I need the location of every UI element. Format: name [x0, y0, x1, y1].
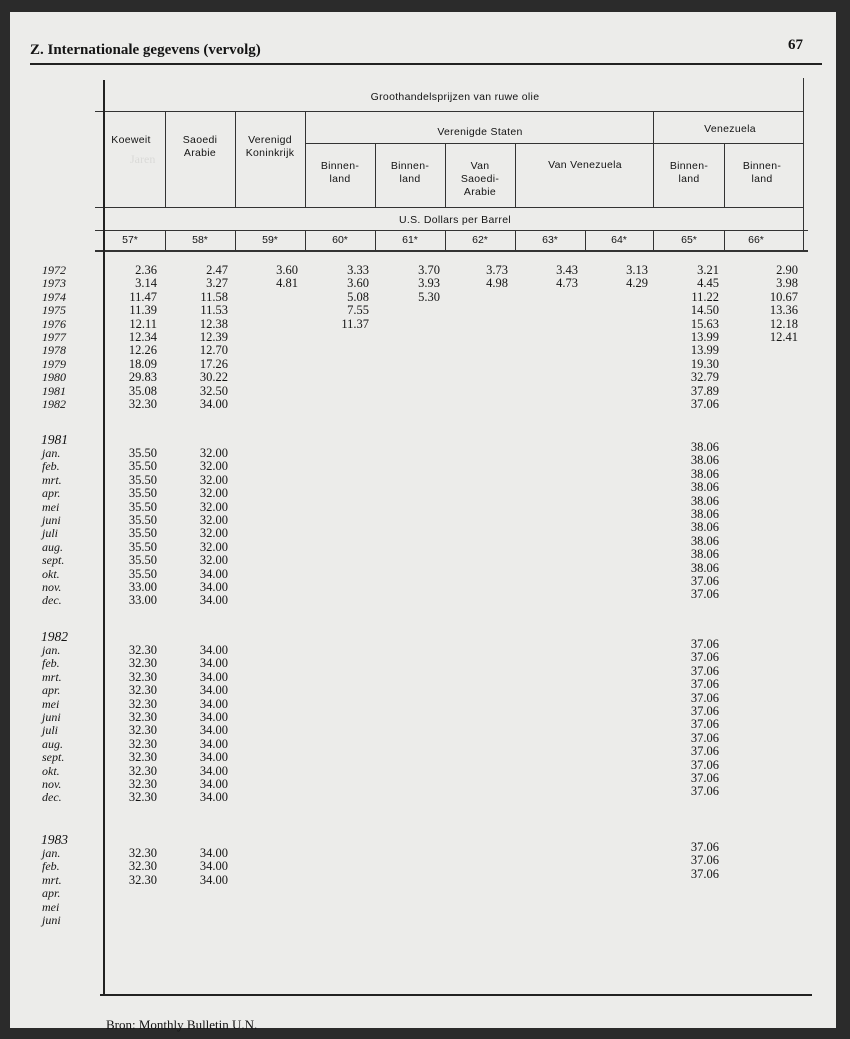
table-cell: 12.39 — [199, 330, 228, 344]
row-label: okt. — [42, 763, 60, 778]
table-cell: 38.06 — [690, 453, 719, 468]
col-ven-binnen2: Binnen-land — [742, 160, 782, 185]
table-cell: 32.00 — [199, 539, 228, 554]
table-cell: 34.00 — [199, 566, 228, 581]
row-label: 1982 — [42, 397, 66, 411]
table-cell: 12.11 — [129, 316, 157, 331]
table-cell: 32.30 — [128, 777, 157, 791]
table-cell: 37.06 — [690, 690, 719, 705]
table-cell: 32.30 — [128, 750, 157, 765]
table-cell: 38.06 — [690, 493, 719, 508]
row-label: mrt. — [42, 669, 62, 684]
year-label: 1982 — [41, 629, 68, 644]
table-cell: 32.30 — [128, 846, 157, 860]
col-vk: Verenigd Koninkrijk — [245, 134, 295, 159]
year-label: 1981 — [41, 432, 68, 447]
table-cell: 5.08 — [347, 289, 369, 304]
table-cell: 34.00 — [199, 643, 228, 657]
table-cell: 11.47 — [129, 289, 157, 304]
row-label: feb. — [42, 859, 60, 874]
col-divider — [375, 143, 376, 207]
table-cell: 32.30 — [128, 763, 157, 778]
table-cell: 37.06 — [690, 853, 719, 868]
table-cell: 32.30 — [128, 790, 157, 805]
table-cell: 32.30 — [128, 683, 157, 698]
table-cell: 37.06 — [690, 650, 719, 665]
row-label: apr. — [42, 886, 61, 901]
col-koeweit: Koeweit — [111, 134, 151, 146]
header-rule — [95, 111, 803, 112]
table-cell: 35.50 — [128, 459, 157, 474]
table-cell: 35.50 — [128, 486, 157, 501]
table-cell: 32.00 — [199, 526, 228, 541]
table-cell: 3.60 — [276, 263, 298, 277]
column-number: 57* — [122, 234, 138, 246]
table-cell: 2.90 — [776, 263, 798, 277]
table-cell: 3.14 — [135, 276, 157, 291]
table-cell: 34.00 — [199, 593, 228, 608]
table-cell: 32.30 — [128, 736, 157, 751]
table-cell: 3.73 — [486, 263, 508, 277]
table-cell: 32.50 — [199, 383, 228, 398]
table-cell: 38.06 — [690, 466, 719, 481]
row-label: jan. — [42, 643, 61, 657]
row-label: juli — [42, 526, 59, 541]
row-label: 1978 — [42, 343, 66, 358]
table-cell: 11.37 — [341, 316, 369, 331]
column-number: 61* — [402, 234, 418, 246]
table-cell: 15.63 — [690, 316, 719, 331]
row-label: 1974 — [42, 289, 66, 304]
page-title: Z. Internationale gegevens (vervolg) — [30, 42, 261, 58]
row-label: 1977 — [42, 330, 66, 344]
col-divider — [235, 111, 236, 207]
table-cell: 32.00 — [199, 553, 228, 568]
table-cell: 37.06 — [690, 663, 719, 678]
table-cell: 32.30 — [128, 643, 157, 657]
col-divider — [165, 111, 166, 207]
row-label: 1972 — [42, 263, 66, 277]
table-cell: 17.26 — [199, 356, 228, 371]
table-cell: 37.06 — [690, 784, 719, 799]
header-rule — [95, 250, 808, 252]
table-cell: 34.00 — [199, 723, 228, 738]
col-divider — [165, 230, 166, 250]
table-cell: 37.06 — [690, 866, 719, 881]
table-cell: 38.06 — [690, 560, 719, 575]
row-label: 1973 — [42, 276, 66, 291]
row-label: 1979 — [42, 356, 66, 371]
table-cell: 34.00 — [199, 696, 228, 711]
row-label: dec. — [42, 790, 62, 805]
table-cell: 32.30 — [128, 872, 157, 887]
table-cell: 33.00 — [128, 580, 157, 594]
table-cell: 32.30 — [128, 669, 157, 684]
table-cell: 32.00 — [199, 499, 228, 514]
table-cell: 37.06 — [690, 637, 719, 651]
table-cell: 35.50 — [128, 566, 157, 581]
row-label: juni — [42, 913, 61, 927]
table-cell: 37.06 — [690, 744, 719, 759]
col-vs-binnen1: Binnen-land — [320, 160, 360, 185]
row-label: apr. — [42, 683, 61, 698]
table-cell: 34.00 — [199, 669, 228, 684]
table-cell: 37.06 — [690, 840, 719, 854]
table-cell: 29.83 — [128, 370, 157, 385]
col-divider — [445, 230, 446, 250]
table-cell: 11.39 — [129, 303, 157, 318]
table-cell: 38.06 — [690, 547, 719, 562]
table-cell: 35.50 — [128, 553, 157, 568]
col-divider — [653, 111, 654, 207]
row-label: 1976 — [42, 316, 66, 331]
table-cell: 35.50 — [128, 539, 157, 554]
table-cell: 35.08 — [128, 383, 157, 398]
col-divider — [515, 143, 516, 207]
table-cell: 34.00 — [199, 750, 228, 765]
row-label: juli — [42, 723, 59, 738]
table-cell: 34.00 — [199, 790, 228, 805]
table-cell: 35.50 — [128, 513, 157, 527]
column-number: 60* — [332, 234, 348, 246]
source-note: Bron: Monthly Bulletin U.N. — [106, 1017, 258, 1032]
table-cell: 38.06 — [690, 533, 719, 548]
col-divider — [585, 230, 586, 250]
row-label: mei — [42, 899, 60, 914]
col-divider — [305, 111, 306, 207]
table-cell: 3.43 — [556, 263, 578, 277]
table-cell: 30.22 — [199, 370, 228, 385]
row-label: feb. — [42, 459, 60, 474]
header-rule — [95, 207, 803, 208]
table-cell: 4.73 — [556, 276, 578, 291]
col-divider — [515, 230, 516, 250]
unit-label: U.S. Dollars per Barrel — [399, 214, 511, 226]
table-cell: 34.00 — [199, 580, 228, 594]
row-label: juni — [42, 513, 61, 527]
table-cell: 37.06 — [690, 771, 719, 785]
table-cell: 38.06 — [690, 480, 719, 495]
col-divider — [305, 230, 306, 250]
table-cell: 3.13 — [626, 263, 648, 277]
bleed-through: Jaren — [130, 152, 156, 166]
row-label: jan. — [42, 846, 61, 860]
table-cell: 34.00 — [199, 872, 228, 887]
table-cell: 38.06 — [690, 507, 719, 521]
column-number: 66* — [748, 234, 764, 246]
table-cell: 32.30 — [128, 859, 157, 874]
table-cell: 34.00 — [199, 859, 228, 874]
table-cell: 14.50 — [690, 303, 719, 318]
row-label: jan. — [42, 446, 61, 460]
row-label: apr. — [42, 486, 61, 501]
table-cell: 13.36 — [769, 303, 798, 318]
col-ven-binnen1: Binnen-land — [669, 160, 709, 185]
table-cell: 38.06 — [690, 520, 719, 535]
table-cell: 37.06 — [690, 730, 719, 745]
row-label: sept. — [42, 750, 65, 765]
column-number: 63* — [542, 234, 558, 246]
col-group-venezuela: Venezuela — [704, 123, 756, 135]
table-cell: 2.36 — [135, 263, 157, 277]
col-vs-venezuela: Van Venezuela — [548, 159, 622, 171]
table-cell: 12.41 — [769, 330, 798, 344]
table-cell: 18.09 — [128, 356, 157, 371]
col-divider — [653, 230, 654, 250]
table-cell: 10.67 — [769, 289, 798, 304]
table-cell: 19.30 — [690, 356, 719, 371]
table-cell: 34.00 — [199, 777, 228, 791]
row-label: aug. — [42, 736, 63, 751]
table-cell: 3.70 — [418, 263, 440, 277]
col-vs-saoedi: Van Saoedi-Arabie — [460, 160, 500, 198]
table-cell: 3.60 — [347, 276, 369, 291]
table-cell: 34.00 — [199, 683, 228, 698]
table-cell: 32.30 — [128, 710, 157, 724]
row-label: mei — [42, 499, 60, 514]
col-divider — [375, 230, 376, 250]
table-cell: 4.45 — [697, 276, 719, 291]
table-cell: 3.27 — [206, 276, 228, 291]
table-cell: 11.22 — [691, 289, 719, 304]
column-number: 65* — [681, 234, 697, 246]
table-cell: 4.81 — [276, 276, 298, 291]
table-cell: 13.99 — [690, 343, 719, 358]
col-group-vs: Verenigde Staten — [437, 126, 523, 138]
table-cell: 2.47 — [206, 263, 228, 277]
row-label: 1981 — [42, 383, 66, 398]
super-header: Groothandelsprijzen van ruwe olie — [370, 91, 540, 103]
table-cell: 32.30 — [128, 656, 157, 671]
table-cell: 34.00 — [199, 736, 228, 751]
table-cell: 37.06 — [690, 574, 719, 588]
table-cell: 12.70 — [199, 343, 228, 358]
header-rule — [95, 230, 808, 231]
table-cell: 7.55 — [347, 303, 369, 318]
table-cell: 35.50 — [128, 526, 157, 541]
column-number: 62* — [472, 234, 488, 246]
table-cell: 38.06 — [690, 440, 719, 454]
row-label: mrt. — [42, 472, 62, 487]
table-cell: 11.58 — [200, 289, 228, 304]
row-label: dec. — [42, 593, 62, 608]
col-divider — [724, 143, 725, 207]
col-divider — [445, 143, 446, 207]
table-cell: 34.00 — [199, 656, 228, 671]
table-cell: 35.50 — [128, 446, 157, 460]
table-cell: 37.06 — [690, 587, 719, 602]
header-rule — [305, 143, 803, 144]
table-cell: 32.00 — [199, 459, 228, 474]
table-cell: 37.06 — [690, 757, 719, 772]
table-cell: 37.06 — [690, 677, 719, 692]
table-cell: 5.30 — [418, 289, 440, 304]
column-number: 58* — [192, 234, 208, 246]
row-label: mrt. — [42, 872, 62, 887]
left-rule — [103, 80, 105, 994]
column-number: 64* — [611, 234, 627, 246]
table-cell: 34.00 — [199, 397, 228, 411]
top-rule — [30, 63, 822, 65]
page-number: 67 — [788, 37, 803, 53]
table-cell: 32.30 — [128, 397, 157, 411]
table-cell: 12.26 — [128, 343, 157, 358]
row-label: mei — [42, 696, 60, 711]
table-cell: 12.18 — [769, 316, 798, 331]
row-label: juni — [42, 710, 61, 724]
row-label: feb. — [42, 656, 60, 671]
table-cell: 33.00 — [128, 593, 157, 608]
table-cell: 4.29 — [626, 276, 648, 291]
row-label: sept. — [42, 553, 65, 568]
row-label: 1980 — [42, 370, 66, 385]
table-cell: 3.33 — [347, 263, 369, 277]
row-label: 1975 — [42, 303, 66, 318]
bottom-rule — [100, 994, 812, 996]
table-cell: 11.53 — [200, 303, 228, 318]
table-cell: 35.50 — [128, 472, 157, 487]
table-cell: 32.00 — [199, 513, 228, 527]
col-divider — [724, 230, 725, 250]
table-cell: 3.98 — [776, 276, 798, 291]
table-cell: 32.30 — [128, 723, 157, 738]
table-cell: 32.00 — [199, 446, 228, 460]
table-cell: 4.98 — [486, 276, 508, 291]
table-cell: 12.34 — [128, 330, 157, 344]
table-cell: 32.30 — [128, 696, 157, 711]
col-divider — [235, 230, 236, 250]
col-saoedi: Saoedi Arabie — [182, 134, 218, 159]
document-page — [10, 12, 836, 1032]
row-label: nov. — [42, 777, 62, 791]
table-cell: 3.21 — [697, 263, 719, 277]
table-cell: 12.38 — [199, 316, 228, 331]
table-cell: 37.89 — [690, 383, 719, 398]
table-cell: 32.79 — [690, 370, 719, 385]
table-cell: 37.06 — [690, 704, 719, 718]
table-cell: 35.50 — [128, 499, 157, 514]
table-cell: 32.00 — [199, 472, 228, 487]
table-cell: 32.00 — [199, 486, 228, 501]
table-cell: 13.99 — [690, 330, 719, 344]
row-label: nov. — [42, 580, 62, 594]
row-label: aug. — [42, 539, 63, 554]
table-cell: 34.00 — [199, 763, 228, 778]
table-cell: 37.06 — [690, 717, 719, 732]
column-number: 59* — [262, 234, 278, 246]
table-cell: 34.00 — [199, 846, 228, 860]
col-vs-binnen2: Binnen-land — [390, 160, 430, 185]
table-cell: 37.06 — [690, 397, 719, 411]
table-cell: 34.00 — [199, 710, 228, 724]
row-label: okt. — [42, 566, 60, 581]
year-label: 1983 — [41, 832, 68, 847]
table-cell: 3.93 — [418, 276, 440, 291]
